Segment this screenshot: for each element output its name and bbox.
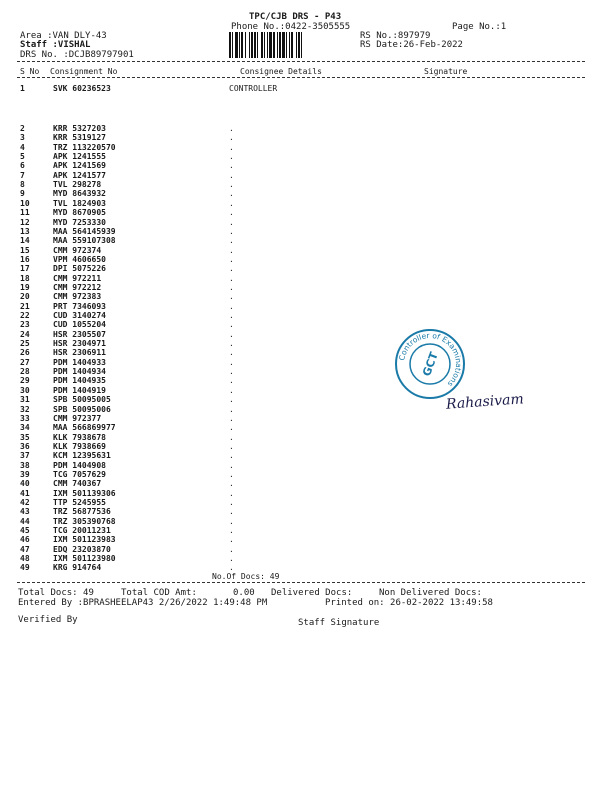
row-sno: 48 <box>20 554 30 564</box>
row-consignment: TCG 20011231 <box>53 526 111 536</box>
row-consignment: TVL 1824903 <box>53 198 106 208</box>
row-sno: 38 <box>20 460 30 470</box>
row-consignee-mark: . <box>229 273 234 283</box>
row-sno: 4 <box>20 142 25 152</box>
row-consignment: HSR 2306911 <box>53 348 106 358</box>
total-cod-label: Total COD Amt: <box>121 588 197 598</box>
row-sno: 40 <box>20 479 30 489</box>
row-sno: 28 <box>20 367 30 377</box>
row-consignment: PRT 7346093 <box>53 301 106 311</box>
row-consignment: CUD 1055204 <box>53 320 106 330</box>
row-sno: 25 <box>20 339 30 349</box>
page-number: Page No.:1 <box>452 22 507 32</box>
rs-number: RS No.:897979 <box>360 31 431 41</box>
row-sno: 8 <box>20 180 25 190</box>
non-delivered-docs: Non Delivered Docs: <box>379 588 482 598</box>
col-sno: S No <box>20 67 40 76</box>
row-consignment: MAA 566869977 <box>53 423 116 433</box>
row-consignee-mark: . <box>229 535 234 545</box>
row-sno: 42 <box>20 498 30 507</box>
row-consignee-mark: . <box>229 423 234 433</box>
row-consignment: CMM 972383 <box>53 292 102 302</box>
row-consignee-mark: . <box>229 208 234 218</box>
row-sno: 7 <box>20 170 25 180</box>
row-consignment: KRR 5327203 <box>53 124 106 133</box>
row-consignee-mark: . <box>229 451 234 461</box>
area-label: Area :VAN DLY-43 <box>20 31 107 41</box>
document-title: TPC/CJB DRS - P43 <box>249 12 342 22</box>
row-consignee-mark: . <box>229 488 234 498</box>
row-consignee-mark: . <box>229 395 234 405</box>
row-consignment: SPB 50095005 <box>53 395 111 405</box>
row-consignment: PDM 1404933 <box>53 357 106 367</box>
row-consignee-mark: . <box>229 357 234 367</box>
row-sno: 9 <box>20 189 25 199</box>
row-consignee-mark: . <box>229 339 234 349</box>
row-consignment: HSR 2305507 <box>53 329 106 339</box>
row-consignment: KRR 5319127 <box>53 133 106 143</box>
row-consignment: TTP 5245955 <box>53 498 106 507</box>
row-sno: 13 <box>20 226 30 236</box>
row-consignee-mark: . <box>229 320 234 330</box>
row-1-consignee: CONTROLLER <box>229 84 278 93</box>
row-consignee-mark: . <box>229 142 234 152</box>
row-sno: 11 <box>20 208 30 218</box>
col-consignment: Consignment No <box>50 67 118 76</box>
row-sno: 18 <box>20 273 30 283</box>
row-consignee-mark: . <box>229 367 234 377</box>
row-consignment: PDM 1404908 <box>53 460 106 470</box>
row-consignee-mark: . <box>229 404 234 414</box>
row-consignee-mark: . <box>229 498 234 507</box>
row-consignment: APK 1241569 <box>53 161 106 171</box>
row-consignment: KRG 914764 <box>53 563 102 573</box>
row-sno: 43 <box>20 507 30 517</box>
row-consignee-mark: . <box>229 217 234 227</box>
row-sno: 16 <box>20 254 30 264</box>
footer-divider <box>17 582 585 583</box>
row-consignee-mark: . <box>229 282 234 292</box>
row-consignment: IXM 501139306 <box>53 488 116 498</box>
printed-on: Printed on: 26-02-2022 13:49:58 <box>325 598 493 608</box>
row-consignment: CMM 972377 <box>53 413 102 423</box>
row-consignment: KLK 7938669 <box>53 441 106 451</box>
total-cod-value: 0.00 <box>233 588 255 598</box>
row-consignee-mark: . <box>229 348 234 358</box>
col-signature: Signature <box>424 67 468 76</box>
row-consignee-mark: . <box>229 124 234 133</box>
staff-signature: Staff Signature <box>298 618 380 628</box>
header-divider <box>17 61 585 62</box>
row-sno: 20 <box>20 292 30 302</box>
rs-date: RS Date:26-Feb-2022 <box>360 40 463 50</box>
barcode-bar <box>302 32 304 58</box>
row-sno: 30 <box>20 385 30 395</box>
row-consignment: DPI 5075226 <box>53 264 106 274</box>
row-sno: 45 <box>20 526 30 536</box>
row-consignee-mark: . <box>229 544 234 554</box>
row-sno: 35 <box>20 432 30 442</box>
row-sno: 6 <box>20 161 25 171</box>
row-consignment: TVL 298278 <box>53 180 102 190</box>
row-consignment: MYD 8643932 <box>53 189 106 199</box>
row-consignee-mark: . <box>229 170 234 180</box>
row-consignment: TRZ 56877536 <box>53 507 111 517</box>
verified-by: Verified By <box>18 615 78 625</box>
row-consignee-mark: . <box>229 226 234 236</box>
row-sno: 21 <box>20 301 30 311</box>
row-consignment: APK 1241555 <box>53 152 106 162</box>
row-consignee-mark: . <box>229 516 234 526</box>
row-consignment: PDM 1404935 <box>53 376 106 386</box>
row-consignee-mark: . <box>229 554 234 564</box>
row-consignee-mark: . <box>229 311 234 320</box>
row-consignment: APK 1241577 <box>53 170 106 180</box>
row-sno: 26 <box>20 348 30 358</box>
row-consignee-mark: . <box>229 563 234 573</box>
row-consignment: HSR 2304971 <box>53 339 106 349</box>
row-consignee-mark: . <box>229 385 234 395</box>
row-consignment: CMM 972211 <box>53 273 102 283</box>
row-consignment: MAA 564145939 <box>53 226 116 236</box>
row-consignment: PDM 1404934 <box>53 367 106 377</box>
row-consignee-mark: . <box>229 292 234 302</box>
delivered-docs: Delivered Docs: <box>271 588 353 598</box>
row-consignment: MYD 7253330 <box>53 217 106 227</box>
row-sno: 2 <box>20 124 25 133</box>
row-consignment: TRZ 305390768 <box>53 516 116 526</box>
row-consignee-mark: . <box>229 460 234 470</box>
row-consignee-mark: . <box>229 432 234 442</box>
row-consignment: PDM 1404919 <box>53 385 106 395</box>
row-consignee-mark: . <box>229 245 234 255</box>
phone-number: Phone No.:0422-3505555 <box>231 22 351 32</box>
row-consignment: KCM 12395631 <box>53 451 111 461</box>
row-sno: 37 <box>20 451 30 461</box>
row-consignee-mark: . <box>229 301 234 311</box>
row-consignment: SPB 50095006 <box>53 404 111 414</box>
row-sno: 44 <box>20 516 30 526</box>
row-consignee-mark: . <box>229 189 234 199</box>
row-sno: 39 <box>20 469 30 479</box>
row-consignment: IXM 501123983 <box>53 535 116 545</box>
row-consignee-mark: . <box>229 413 234 423</box>
row-sno: 3 <box>20 133 25 143</box>
row-consignee-mark: . <box>229 469 234 479</box>
row-sno: 27 <box>20 357 30 367</box>
row-consignee-mark: . <box>229 161 234 171</box>
examinations-stamp <box>394 328 466 400</box>
no-of-docs: No.Of Docs: 49 <box>212 572 280 581</box>
row-consignment: TRZ 113220570 <box>53 142 116 152</box>
row-consignee-mark: . <box>229 254 234 264</box>
entered-by: Entered By :BPRASHEELAP43 2/26/2022 1:49:48 PM <box>18 598 268 608</box>
row-consignment: CUD 3140274 <box>53 311 106 320</box>
row-sno: 32 <box>20 404 30 414</box>
row-consignment: VPM 4606650 <box>53 254 106 264</box>
row-sno: 41 <box>20 488 30 498</box>
row-sno: 10 <box>20 198 30 208</box>
row-sno: 19 <box>20 282 30 292</box>
row-sno: 17 <box>20 264 30 274</box>
row-consignment: CMM 972212 <box>53 282 102 292</box>
row-consignee-mark: . <box>229 441 234 451</box>
barcode <box>229 32 352 58</box>
row-sno: 15 <box>20 245 30 255</box>
row-sno: 12 <box>20 217 30 227</box>
row-sno: 47 <box>20 544 30 554</box>
row-sno: 33 <box>20 413 30 423</box>
row-consignment: MYD 8670905 <box>53 208 106 218</box>
row-consignee-mark: . <box>229 526 234 536</box>
stamp-center-text: GCT <box>420 350 441 378</box>
row-consignee-mark: . <box>229 376 234 386</box>
row-consignee-mark: . <box>229 198 234 208</box>
row-consignment: EDQ 23203870 <box>53 544 111 554</box>
row-consignee-mark: . <box>229 479 234 489</box>
row-sno: 23 <box>20 320 30 330</box>
drs-number: DRS No. :DCJB89797901 <box>20 50 134 60</box>
row-consignment: IXM 501123980 <box>53 554 116 564</box>
row-consignment: MAA 559107308 <box>53 236 116 246</box>
total-docs: Total Docs: 49 <box>18 588 94 598</box>
row-sno: 29 <box>20 376 30 386</box>
stamp-ring-text: Controller of Examinations <box>397 330 464 389</box>
row-consignee-mark: . <box>229 180 234 190</box>
col-consignee: Consignee Details <box>240 67 322 76</box>
row-consignee-mark: . <box>229 236 234 246</box>
row-sno: 34 <box>20 423 30 433</box>
row-1-sno: 1 <box>20 84 25 93</box>
row-sno: 22 <box>20 311 30 320</box>
row-sno: 14 <box>20 236 30 246</box>
row-sno: 46 <box>20 535 30 545</box>
row-consignee-mark: . <box>229 507 234 517</box>
row-sno: 24 <box>20 329 30 339</box>
row-consignment: CMM 972374 <box>53 245 102 255</box>
row-consignee-mark: . <box>229 329 234 339</box>
row-consignment: CMM 740367 <box>53 479 102 489</box>
row-consignee-mark: . <box>229 133 234 143</box>
row-sno: 49 <box>20 563 30 573</box>
row-consignee-mark: . <box>229 152 234 162</box>
row-consignment: TCG 7057629 <box>53 469 106 479</box>
handwritten-signature: Rahasivam <box>445 391 525 413</box>
column-divider <box>17 77 585 78</box>
row-sno: 5 <box>20 152 25 162</box>
staff-label: Staff :VISHAL <box>20 40 91 50</box>
row-consignment: KLK 7938678 <box>53 432 106 442</box>
row-1-consignment: SVK 60236523 <box>53 84 111 93</box>
row-sno: 36 <box>20 441 30 451</box>
row-sno: 31 <box>20 395 30 405</box>
row-consignee-mark: . <box>229 264 234 274</box>
